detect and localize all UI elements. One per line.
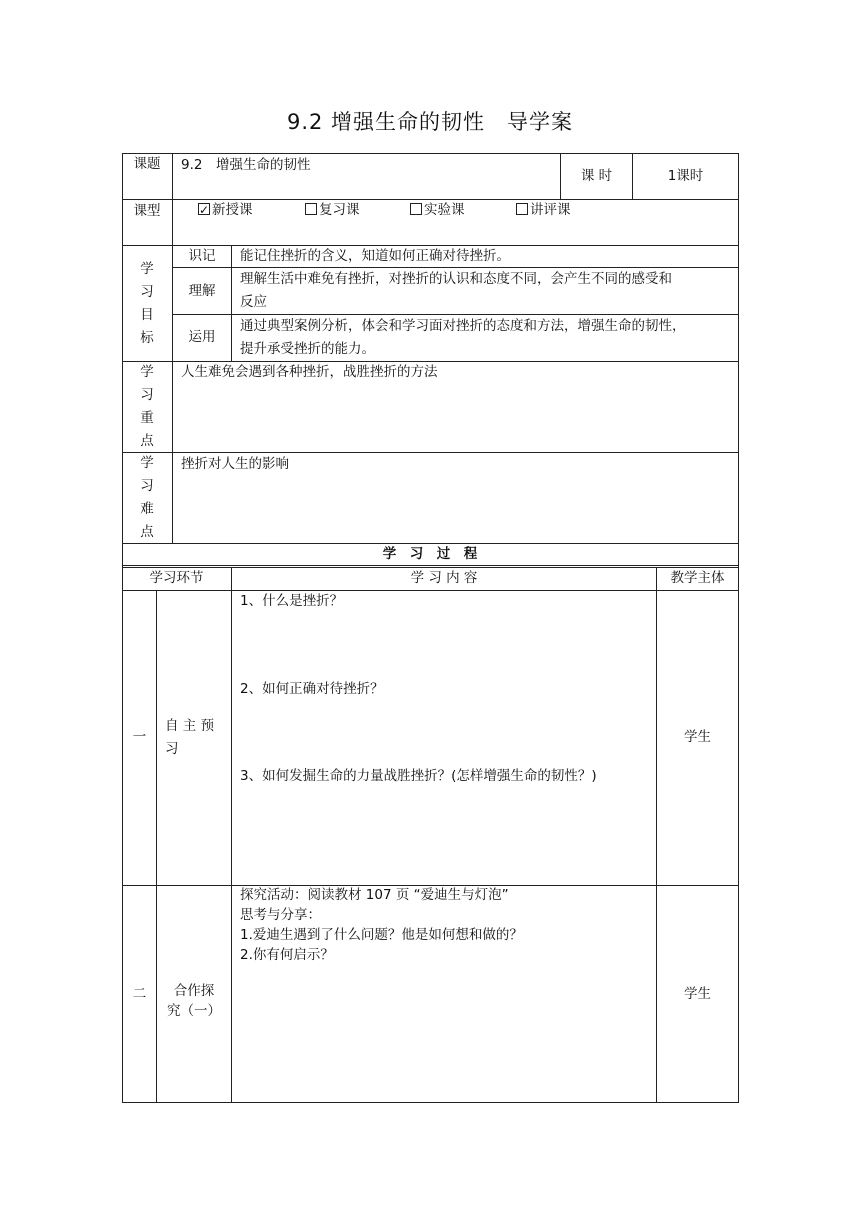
stage-subject: 学生 — [684, 986, 711, 1002]
objective-text-apply: 通过典型案例分析，体会和学习面对挫折的态度和方法，增强生命的韧性， — [240, 318, 686, 334]
column-subject-header: 教学主体 — [670, 570, 725, 586]
type-option-review[interactable]: 复习课 — [305, 199, 360, 222]
stage-name-2: 究（一） — [167, 1003, 221, 1019]
objective-level-apply: 运用 — [188, 329, 216, 345]
checkbox-icon[interactable] — [410, 203, 422, 215]
key-points-label: 学习重点 — [140, 364, 154, 449]
table-border — [231, 245, 232, 362]
hours-label: 课 时 — [580, 168, 613, 184]
hours-value: 1课时 — [667, 168, 704, 184]
difficulties-text: 挫折对人生的影响 — [181, 456, 289, 472]
type-label: 课型 — [133, 203, 161, 219]
process-heading: 学 习 过 程 — [382, 546, 478, 562]
activity-line: 思考与分享： — [240, 907, 321, 923]
table-border — [122, 153, 123, 1103]
checked-box-icon[interactable] — [198, 203, 210, 215]
difficulties-label: 学习难点 — [140, 455, 154, 540]
type-option-commentary[interactable]: 讲评课 — [516, 199, 571, 222]
objective-text-understand: 理解生活中难免有挫折，对挫折的认识和态度不同，会产生不同的感受和 — [240, 271, 672, 287]
checkbox-icon[interactable] — [516, 203, 528, 215]
type-option-experiment[interactable]: 实验课 — [410, 199, 465, 222]
objective-text-apply-2: 提升承受挫折的能力。 — [240, 341, 375, 357]
question-2: 2、如何正确对待挫折？ — [240, 681, 384, 697]
stage-number: 一 — [132, 729, 147, 745]
objective-text-memorize: 能记住挫折的含义，知道如何正确对待挫折。 — [240, 248, 510, 264]
activity-line: 2.你有何启示？ — [240, 947, 334, 963]
question-3: 3、如何发掘生命的力量战胜挫折？(怎样增强生命的韧性？) — [240, 768, 597, 784]
table-border — [122, 1102, 739, 1103]
table-border — [231, 567, 232, 1103]
activity-line: 探究活动：阅读教材 107 页 “爱迪生与灯泡” — [240, 887, 509, 903]
objective-level-memorize: 识记 — [188, 248, 216, 264]
question-1: 1、什么是挫折？ — [240, 593, 344, 609]
stage-name: 合作探 — [173, 983, 215, 999]
objective-text-understand-2: 反应 — [240, 294, 267, 310]
stage-subject: 学生 — [684, 729, 711, 745]
activity-line: 1.爱迪生遇到了什么问题？他是如何想和做的？ — [240, 927, 523, 943]
stage-name: 自 主 预 — [165, 718, 215, 734]
table-border — [656, 567, 657, 1103]
topic-value: 9.2 增强生命的韧性 — [181, 157, 311, 173]
column-stage-header: 学习环节 — [149, 570, 204, 586]
type-option-new[interactable]: ✓ 新授课 — [198, 199, 253, 222]
objective-level-understand: 理解 — [188, 283, 216, 299]
table-border — [156, 590, 157, 1103]
stage-name-2: 习 — [165, 741, 179, 757]
column-content-header: 学 习 内 容 — [410, 570, 478, 586]
page-title: 9.2 增强生命的韧性 导学案 — [286, 110, 574, 134]
stage-number: 二 — [132, 986, 147, 1002]
table-border — [122, 590, 739, 591]
checkbox-icon[interactable] — [305, 203, 317, 215]
table-border — [738, 153, 739, 1103]
key-points-text: 人生难免会遇到各种挫折，战胜挫折的方法 — [181, 364, 438, 380]
objectives-label: 学习目标 — [140, 261, 154, 346]
topic-label: 课题 — [133, 156, 161, 172]
